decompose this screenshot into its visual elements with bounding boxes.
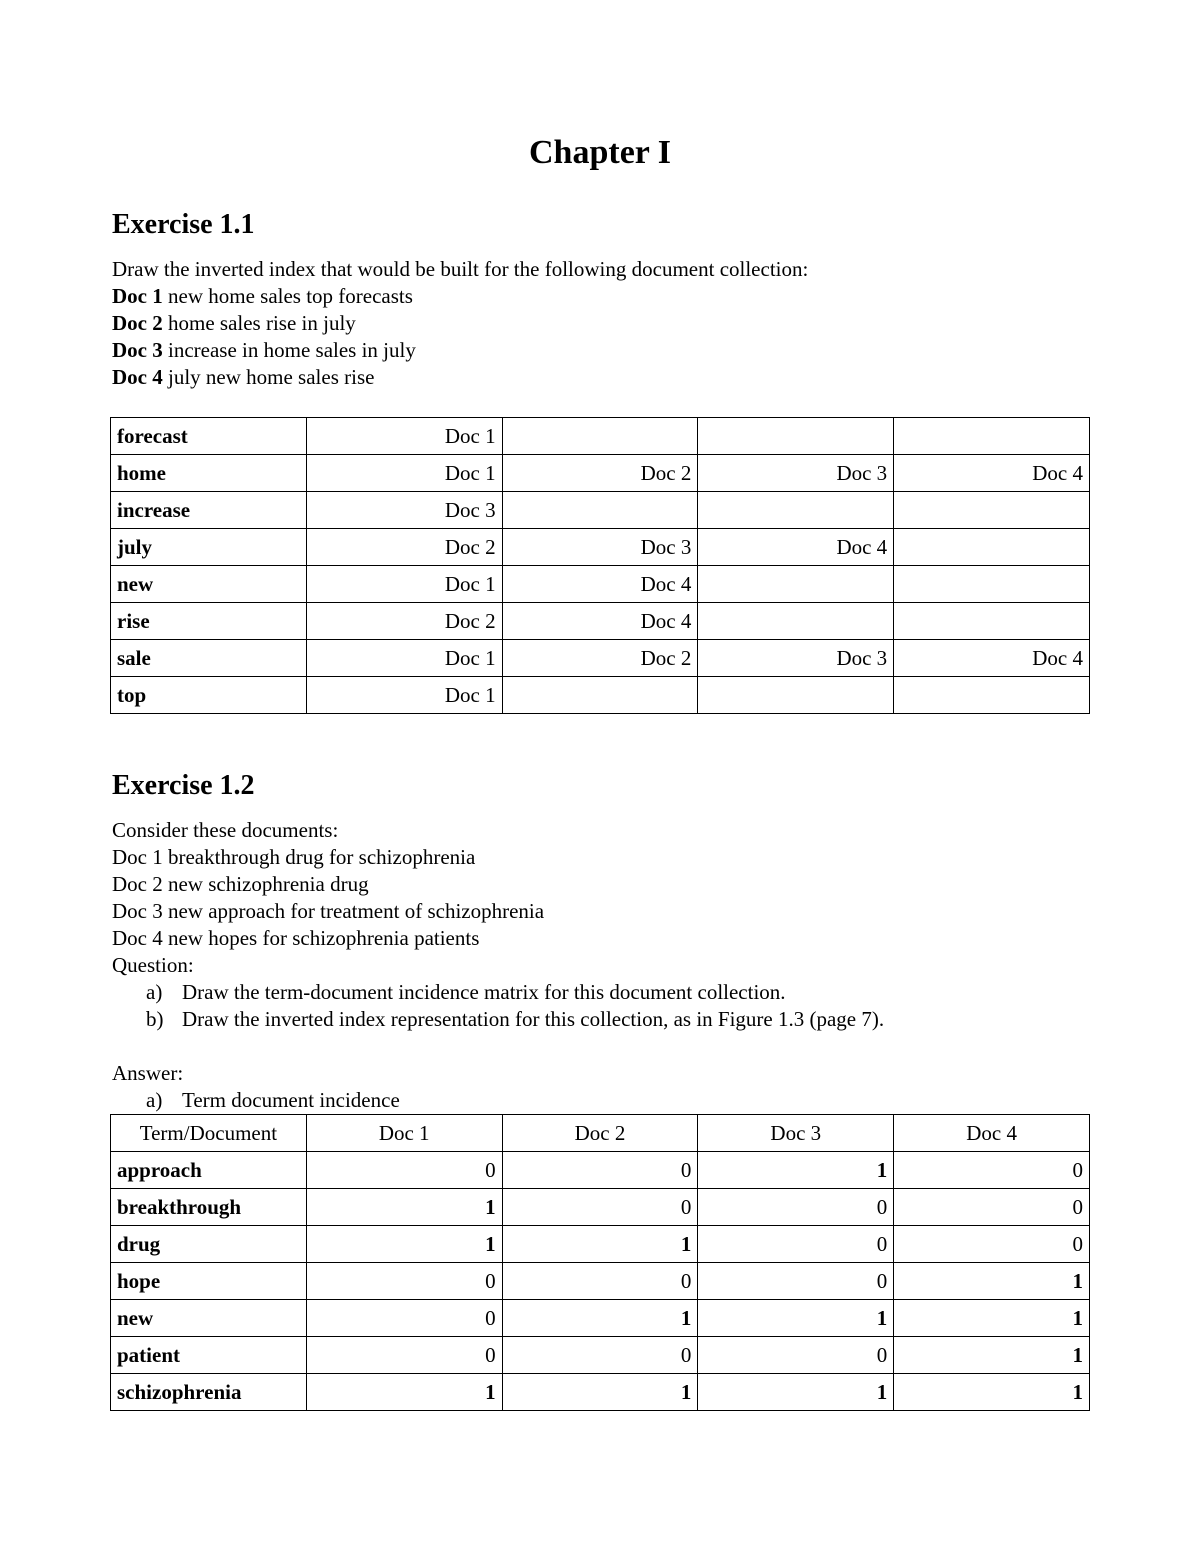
matrix-column-header: Doc 4: [894, 1115, 1090, 1152]
posting-cell: [894, 492, 1090, 529]
doc-label: Doc 3: [112, 338, 163, 362]
index-term: sale: [111, 640, 307, 677]
question-item: [112, 979, 884, 1006]
index-row: [111, 640, 1090, 677]
index-row: [111, 603, 1090, 640]
exercise-1-2-heading: Exercise 1.2: [112, 770, 255, 801]
doc-text: home sales rise in july: [162, 311, 356, 335]
exercise-1-1-intro: Draw the inverted index that would be built for the following document collection:: [112, 257, 809, 281]
posting-cell: [698, 492, 894, 529]
posting-cell: Doc 3: [306, 492, 502, 529]
posting-cell: [894, 677, 1090, 714]
doc-line: [112, 283, 808, 310]
doc-text: new home sales top forecasts: [162, 284, 413, 308]
index-term: rise: [111, 603, 307, 640]
matrix-cell: 0: [894, 1226, 1090, 1263]
list-marker: a): [146, 1088, 163, 1112]
matrix-cell: 0: [306, 1300, 502, 1337]
doc-text: july new home sales rise: [162, 365, 375, 389]
index-term: top: [111, 677, 307, 714]
posting-cell: Doc 4: [698, 529, 894, 566]
answer-label: Answer:: [112, 1061, 184, 1085]
doc-line: [112, 310, 808, 337]
posting-cell: [894, 603, 1090, 640]
matrix-cell: 1: [698, 1152, 894, 1189]
matrix-cell: 1: [306, 1226, 502, 1263]
list-marker: a): [146, 980, 163, 1004]
matrix-cell: 1: [698, 1374, 894, 1411]
posting-cell: Doc 3: [502, 529, 698, 566]
posting-cell: Doc 1: [306, 566, 502, 603]
matrix-cell: 0: [698, 1263, 894, 1300]
matrix-cell: 1: [894, 1263, 1090, 1300]
text-line: Doc 2 new schizophrenia drug: [112, 872, 369, 896]
matrix-term: drug: [111, 1226, 307, 1263]
posting-cell: [894, 566, 1090, 603]
matrix-cell: 0: [306, 1337, 502, 1374]
matrix-row: [111, 1189, 1090, 1226]
doc-text: increase in home sales in july: [162, 338, 416, 362]
posting-cell: Doc 1: [306, 455, 502, 492]
matrix-corner-header: Term/Document: [111, 1115, 307, 1152]
index-term: home: [111, 455, 307, 492]
doc-label: Doc 1: [112, 284, 163, 308]
matrix-row: [111, 1337, 1090, 1374]
posting-cell: Doc 2: [306, 603, 502, 640]
doc-label: Doc 4: [112, 365, 163, 389]
text-line: Doc 4 new hopes for schizophrenia patients: [112, 926, 480, 950]
posting-cell: Doc 3: [698, 455, 894, 492]
doc-line: [112, 337, 808, 364]
matrix-cell: 1: [306, 1374, 502, 1411]
matrix-cell: 0: [502, 1189, 698, 1226]
matrix-cell: 0: [502, 1152, 698, 1189]
question-text: Draw the term-document incidence matrix for this document collection.: [182, 980, 786, 1004]
posting-cell: Doc 4: [894, 455, 1090, 492]
matrix-column-header: Doc 1: [306, 1115, 502, 1152]
matrix-header-row: [111, 1115, 1090, 1152]
index-term: july: [111, 529, 307, 566]
posting-cell: [698, 677, 894, 714]
posting-cell: Doc 2: [502, 455, 698, 492]
matrix-cell: 0: [894, 1189, 1090, 1226]
index-row: [111, 677, 1090, 714]
matrix-cell: 1: [502, 1374, 698, 1411]
posting-cell: Doc 4: [894, 640, 1090, 677]
matrix-cell: 0: [698, 1337, 894, 1374]
matrix-column-header: Doc 3: [698, 1115, 894, 1152]
matrix-cell: 0: [698, 1226, 894, 1263]
matrix-term: hope: [111, 1263, 307, 1300]
matrix-row: [111, 1300, 1090, 1337]
index-term: forecast: [111, 418, 307, 455]
answer-text: Term document incidence: [182, 1088, 400, 1112]
posting-cell: Doc 1: [306, 677, 502, 714]
posting-cell: Doc 1: [306, 418, 502, 455]
exercise-1-1-heading: Exercise 1.1: [112, 209, 255, 240]
matrix-column-header: Doc 2: [502, 1115, 698, 1152]
index-term: increase: [111, 492, 307, 529]
text-line: Doc 1 breakthrough drug for schizophrenia: [112, 845, 476, 869]
doc-line: [112, 364, 808, 391]
posting-cell: Doc 2: [306, 529, 502, 566]
spacer-line: [112, 1033, 884, 1060]
posting-cell: [698, 566, 894, 603]
posting-cell: [698, 603, 894, 640]
matrix-term: new: [111, 1300, 307, 1337]
matrix-term: schizophrenia: [111, 1374, 307, 1411]
posting-cell: Doc 3: [698, 640, 894, 677]
matrix-cell: 0: [306, 1152, 502, 1189]
matrix-row: [111, 1226, 1090, 1263]
matrix-cell: 1: [894, 1300, 1090, 1337]
posting-cell: [894, 418, 1090, 455]
exercise-1-1-text: [112, 256, 808, 391]
index-term: new: [111, 566, 307, 603]
matrix-row: [111, 1152, 1090, 1189]
matrix-row: [111, 1374, 1090, 1411]
matrix-cell: 1: [894, 1374, 1090, 1411]
posting-cell: [502, 677, 698, 714]
matrix-row: [111, 1263, 1090, 1300]
index-row: [111, 566, 1090, 603]
doc-label: Doc 2: [112, 311, 163, 335]
posting-cell: Doc 4: [502, 603, 698, 640]
text-line: Consider these documents:: [112, 818, 339, 842]
matrix-term: patient: [111, 1337, 307, 1374]
chapter-title: Chapter I: [529, 134, 671, 171]
matrix-cell: 0: [894, 1152, 1090, 1189]
posting-cell: Doc 1: [306, 640, 502, 677]
inverted-index-table: [110, 417, 1090, 714]
index-row: [111, 455, 1090, 492]
matrix-cell: 0: [306, 1263, 502, 1300]
matrix-cell: 1: [698, 1300, 894, 1337]
posting-cell: Doc 2: [502, 640, 698, 677]
matrix-cell: 0: [502, 1337, 698, 1374]
question-text: Draw the inverted index representation for this collection, as in Figure 1.3 (page 7).: [182, 1007, 885, 1031]
question-item: [112, 1006, 884, 1033]
matrix-cell: 1: [502, 1226, 698, 1263]
posting-cell: [502, 492, 698, 529]
index-row: [111, 492, 1090, 529]
index-row: [111, 529, 1090, 566]
matrix-cell: 0: [502, 1263, 698, 1300]
answer-item: [112, 1087, 884, 1114]
matrix-cell: 1: [894, 1337, 1090, 1374]
posting-cell: [894, 529, 1090, 566]
list-marker: b): [146, 1007, 164, 1031]
exercise-1-2-text: [112, 817, 884, 1114]
index-row: [111, 418, 1090, 455]
posting-cell: Doc 4: [502, 566, 698, 603]
text-line: Doc 3 new approach for treatment of schizophrenia: [112, 899, 545, 923]
matrix-term: breakthrough: [111, 1189, 307, 1226]
matrix-term: approach: [111, 1152, 307, 1189]
incidence-matrix-table: [110, 1114, 1090, 1411]
matrix-cell: 1: [306, 1189, 502, 1226]
text-line: Question:: [112, 953, 194, 977]
posting-cell: [698, 418, 894, 455]
posting-cell: [502, 418, 698, 455]
matrix-cell: 1: [502, 1300, 698, 1337]
matrix-cell: 0: [698, 1189, 894, 1226]
